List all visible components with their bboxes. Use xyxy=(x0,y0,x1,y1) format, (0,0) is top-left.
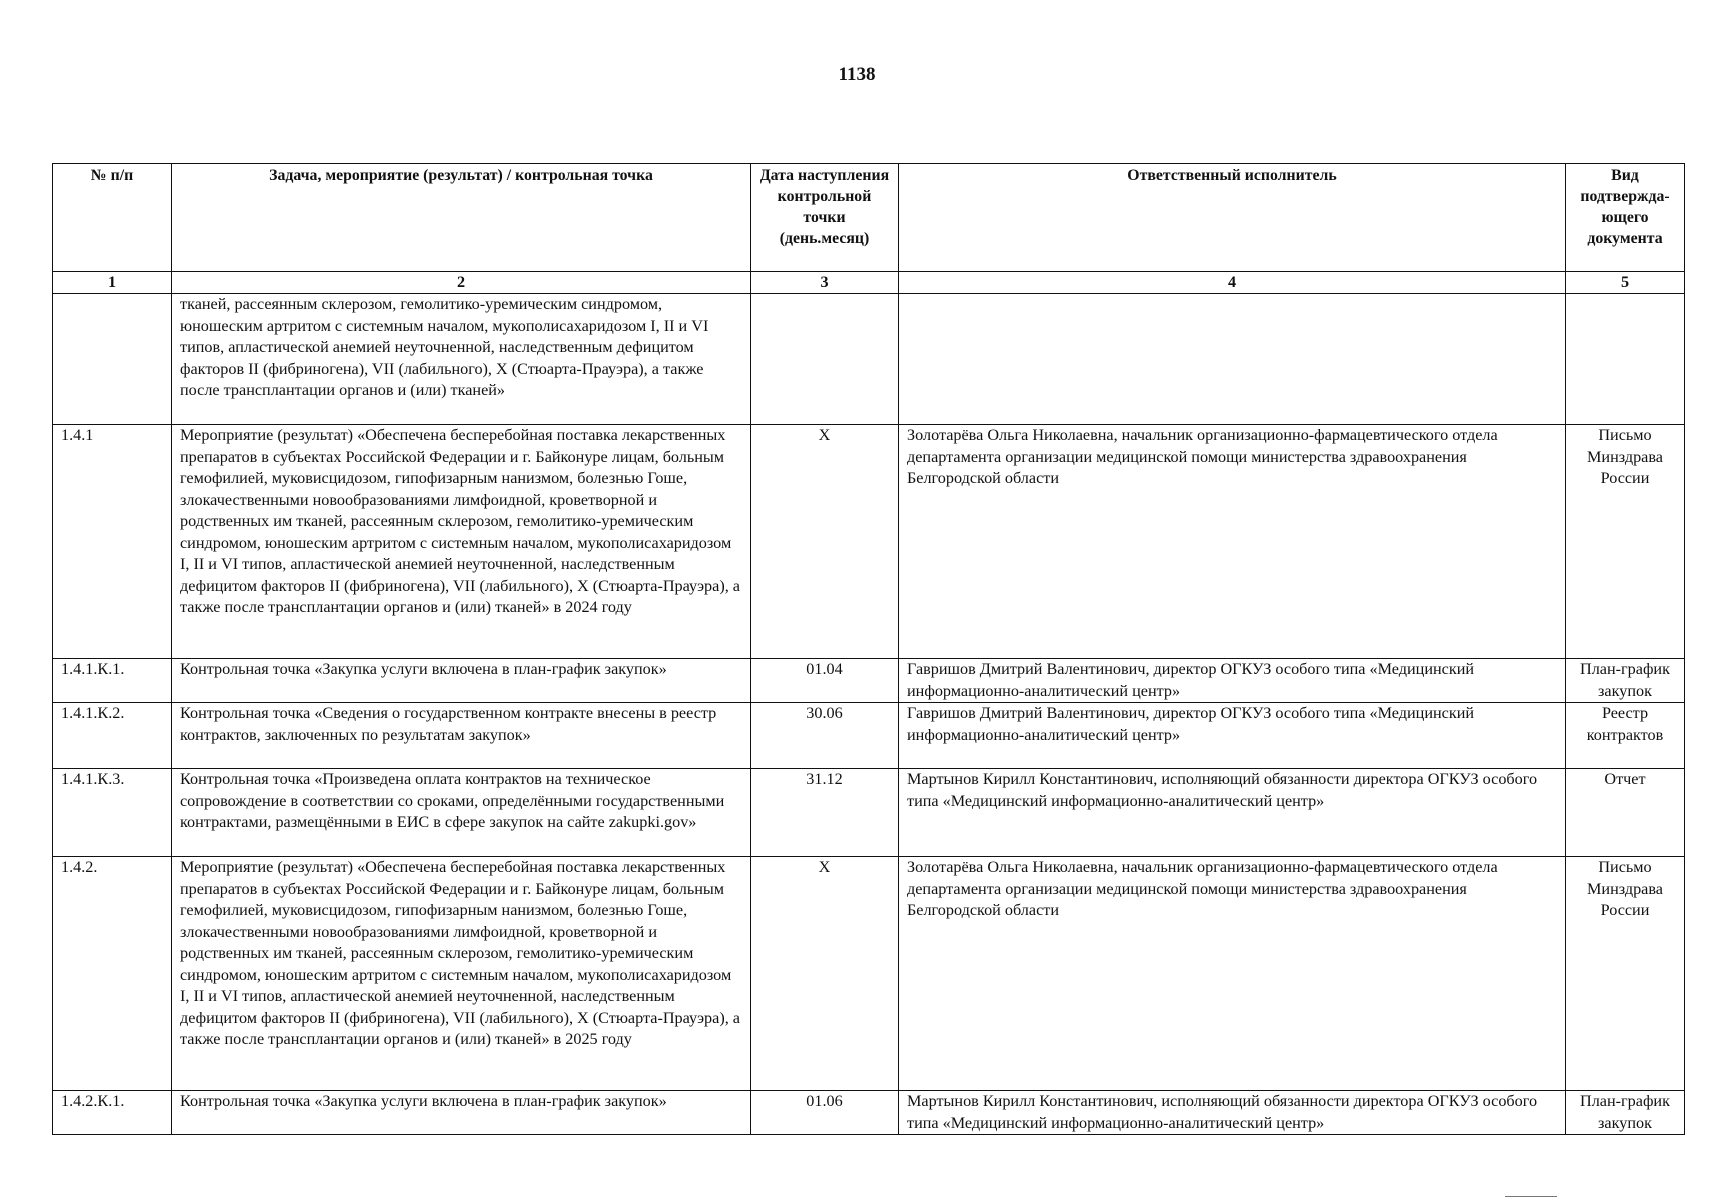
row-date: 01.04 xyxy=(751,659,899,703)
column-number: 3 xyxy=(751,272,899,294)
row-date xyxy=(751,294,899,425)
table-row xyxy=(53,659,1685,703)
column-number: 4 xyxy=(899,272,1566,294)
header-doc-type: Вид подтвержда-ющего документа xyxy=(1566,164,1685,272)
table-row xyxy=(53,703,1685,769)
row-doc-type: Реестр контрактов xyxy=(1566,703,1685,769)
table-row xyxy=(53,294,1685,425)
row-number: 1.4.2. xyxy=(53,857,172,1091)
row-responsible xyxy=(899,294,1566,425)
row-date: X xyxy=(751,425,899,659)
row-date: 01.06 xyxy=(751,1091,899,1135)
header-responsible: Ответственный исполнитель xyxy=(899,164,1566,272)
footer-rule xyxy=(1505,1196,1557,1197)
row-task: Контрольная точка «Сведения о государственном контракте внесены в реестр контрактов, заключенных по результатам закупок» xyxy=(172,703,751,769)
row-doc-type: Письмо Минздрава России xyxy=(1566,857,1685,1091)
row-date: X xyxy=(751,857,899,1091)
control-points-table xyxy=(52,163,1685,1135)
table-row xyxy=(53,425,1685,659)
row-number: 1.4.2.К.1. xyxy=(53,1091,172,1135)
column-number: 5 xyxy=(1566,272,1685,294)
row-responsible: Золотарёва Ольга Николаевна, начальник организационно-фармацевтического отдела департамента организации медицинской помощи министерства здравоохранения Белгородской области xyxy=(899,425,1566,659)
row-task: Контрольная точка «Произведена оплата контрактов на техническое сопровождение в соответствии со сроками, определёнными государственными контрактами, размещёнными в ЕИС в сфере закупок на сайте zakupki.gov» xyxy=(172,769,751,857)
row-number: 1.4.1.К.1. xyxy=(53,659,172,703)
header-num: № п/п xyxy=(53,164,172,272)
row-number: 1.4.1 xyxy=(53,425,172,659)
row-date: 30.06 xyxy=(751,703,899,769)
row-responsible: Мартынов Кирилл Константинович, исполняющий обязанности директора ОГКУЗ особого типа «Медицинский информационно-аналитический центр» xyxy=(899,769,1566,857)
table-row xyxy=(53,769,1685,857)
row-doc-type: Письмо Минздрава России xyxy=(1566,425,1685,659)
row-number xyxy=(53,294,172,425)
row-doc-type xyxy=(1566,294,1685,425)
header-date: Дата наступления контрольной точки (день.месяц) xyxy=(751,164,899,272)
row-task: Мероприятие (результат) «Обеспечена бесперебойная поставка лекарственных препаратов в субъектах Российской Федерации и г. Байконуре лицам, больным гемофилией, муковисцидозом, гипофизарным нанизмом, болезнью Гоше, злокачественными новообразованиями лимфоидной, кроветворной и родственных им тканей, рассеянным склерозом, гемолитико-уремическим синдромом, юношеским артритом с системным началом, мукополисахаридозом I, II и VI типов, апластической анемией неуточненной, наследственным дефицитом факторов II (фибриногена), VII (лабильного), X (Стюарта-Прауэра), а также после трансплантации органов и (или) тканей» в 2025 году xyxy=(172,857,751,1091)
row-task: Мероприятие (результат) «Обеспечена бесперебойная поставка лекарственных препаратов в субъектах Российской Федерации и г. Байконуре лицам, больным гемофилией, муковисцидозом, гипофизарным нанизмом, болезнью Гоше, злокачественными новообразованиями лимфоидной, кроветворной и родственных им тканей, рассеянным склерозом, гемолитико-уремическим синдромом, юношеским артритом с системным началом, мукополисахаридозом I, II и VI типов, апластической анемией неуточненной, наследственным дефицитом факторов II (фибриногена), VII (лабильного), X (Стюарта-Прауэра), а также после трансплантации органов и (или) тканей» в 2024 году xyxy=(172,425,751,659)
row-doc-type: План-график закупок xyxy=(1566,659,1685,703)
row-responsible: Гавришов Дмитрий Валентинович, директор ОГКУЗ особого типа «Медицинский информационно-аналитический центр» xyxy=(899,659,1566,703)
table-row xyxy=(53,857,1685,1091)
row-task: тканей, рассеянным склерозом, гемолитико-уремическим синдромом, юношеским артритом с системным началом, мукополисахаридозом I, II и VI типов, апластической анемией неуточненной, наследственным дефицитом факторов II (фибриногена), VII (лабильного), X (Стюарта-Прауэра), а также после трансплантации органов и (или) тканей» xyxy=(172,294,751,425)
column-number: 1 xyxy=(53,272,172,294)
row-task: Контрольная точка «Закупка услуги включена в план-график закупок» xyxy=(172,1091,751,1135)
column-number: 2 xyxy=(172,272,751,294)
column-number-row xyxy=(53,272,1685,294)
table-header-row xyxy=(53,164,1685,272)
row-responsible: Гавришов Дмитрий Валентинович, директор ОГКУЗ особого типа «Медицинский информационно-аналитический центр» xyxy=(899,703,1566,769)
table-row xyxy=(53,1091,1685,1135)
row-number: 1.4.1.К.2. xyxy=(53,703,172,769)
row-date: 31.12 xyxy=(751,769,899,857)
header-task: Задача, мероприятие (результат) / контрольная точка xyxy=(172,164,751,272)
page-number: 1138 xyxy=(838,64,876,85)
row-task: Контрольная точка «Закупка услуги включена в план-график закупок» xyxy=(172,659,751,703)
row-responsible: Мартынов Кирилл Константинович, исполняющий обязанности директора ОГКУЗ особого типа «Медицинский информационно-аналитический центр» xyxy=(899,1091,1566,1135)
row-doc-type: Отчет xyxy=(1566,769,1685,857)
row-number: 1.4.1.К.3. xyxy=(53,769,172,857)
row-responsible: Золотарёва Ольга Николаевна, начальник организационно-фармацевтического отдела департамента организации медицинской помощи министерства здравоохранения Белгородской области xyxy=(899,857,1566,1091)
row-doc-type: План-график закупок xyxy=(1566,1091,1685,1135)
